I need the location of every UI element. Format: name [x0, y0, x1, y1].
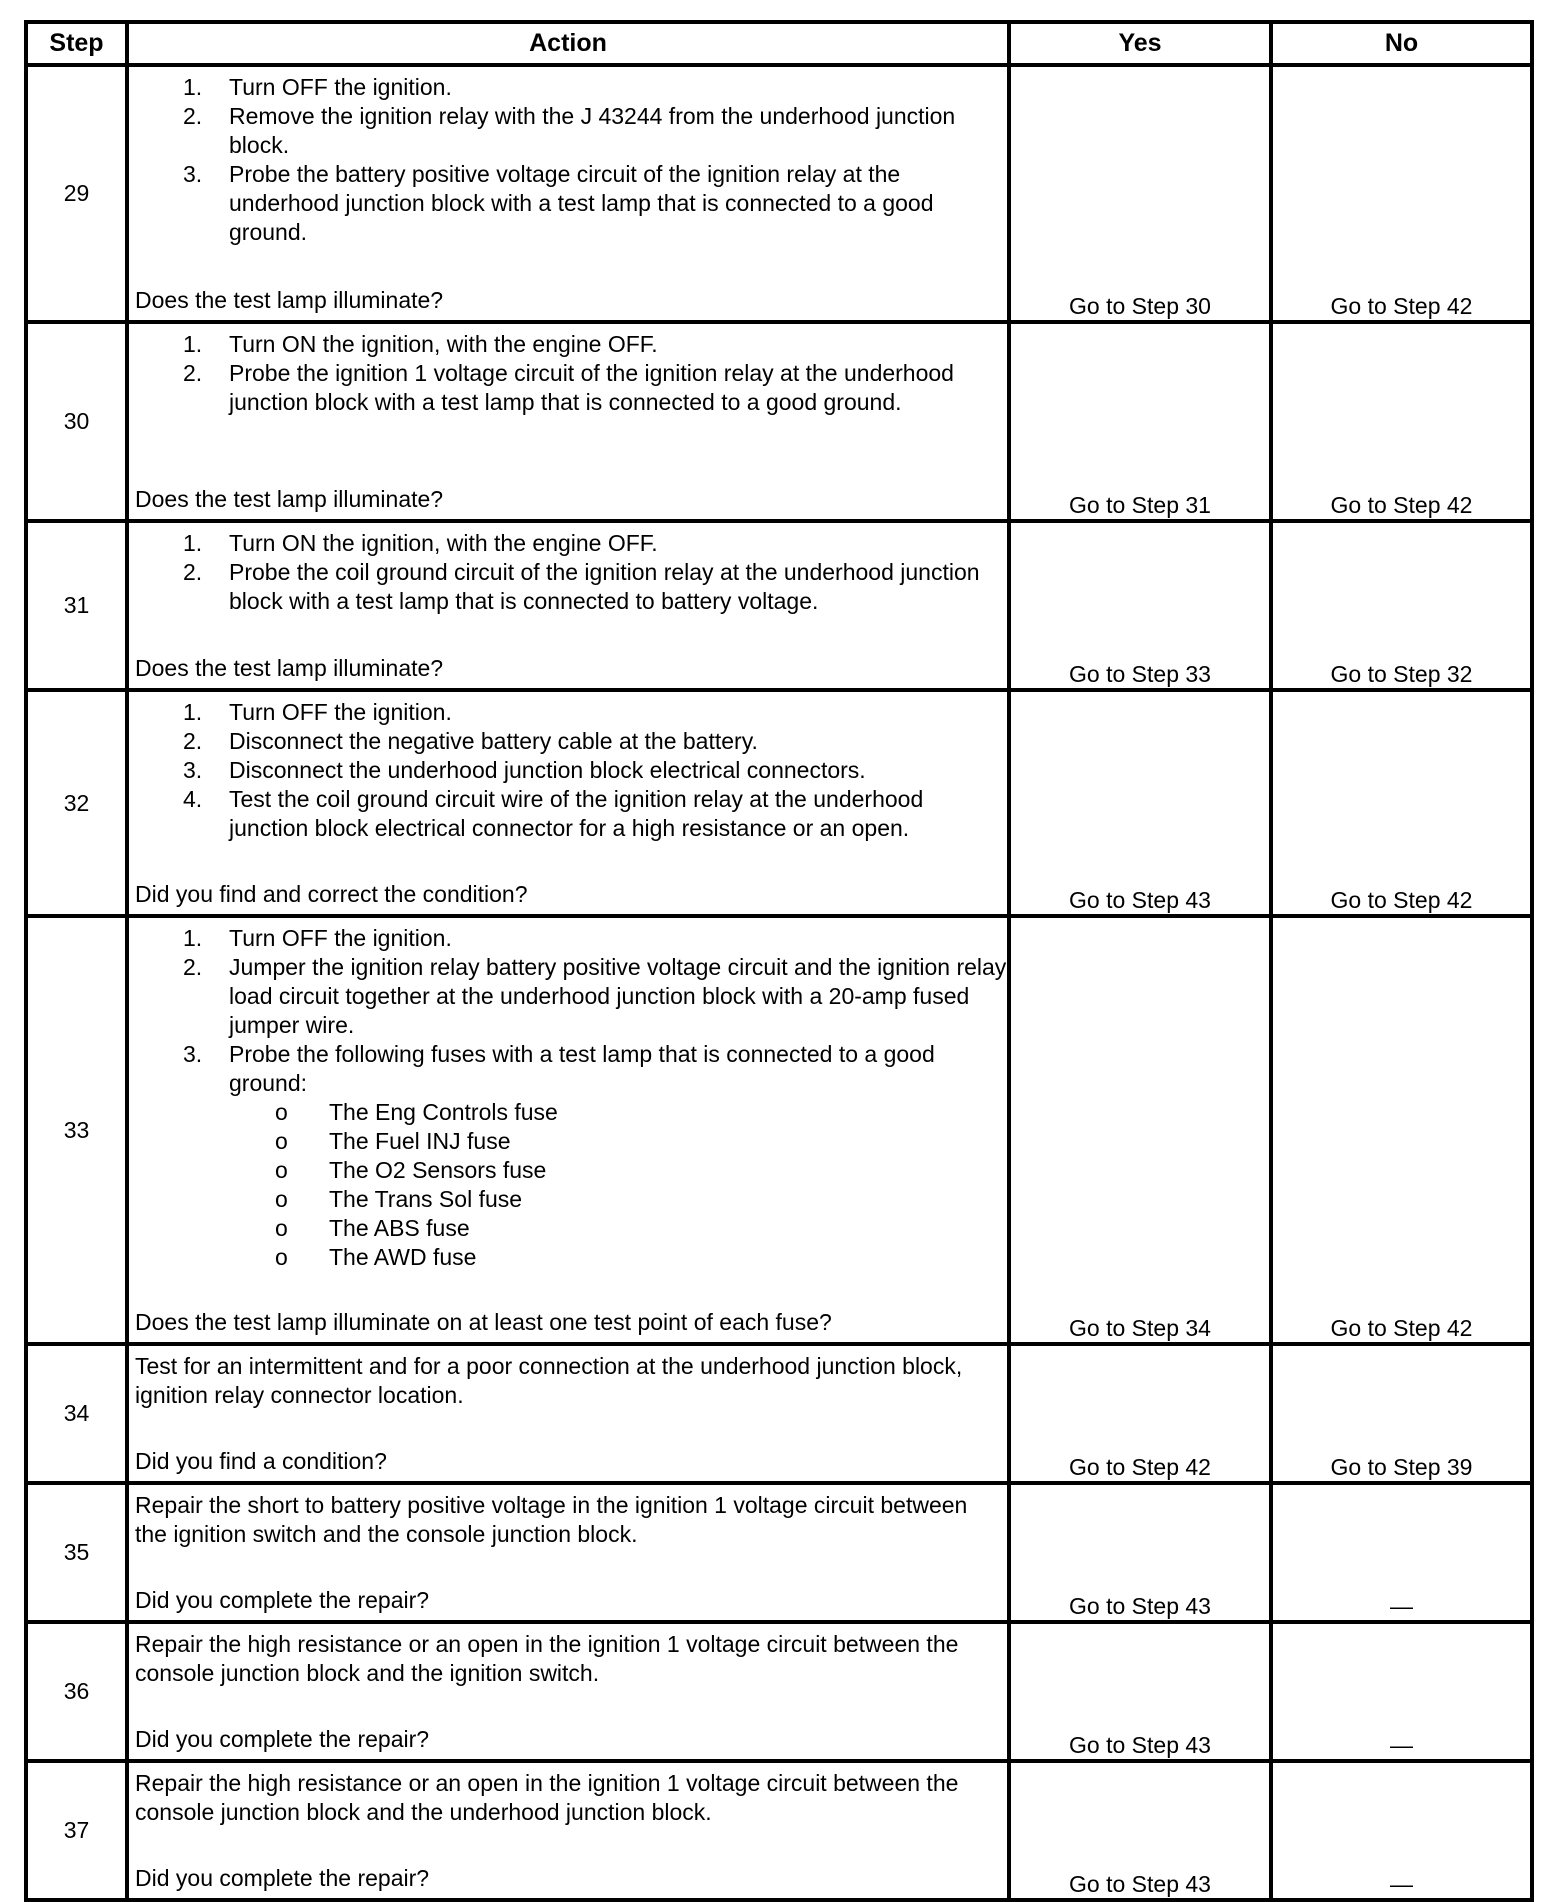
action-cell	[127, 322, 1009, 521]
question-text: Did you complete the repair?	[135, 1726, 430, 1752]
no-cell: —	[1271, 1483, 1532, 1622]
list-item: 1. Turn OFF the ignition.	[183, 925, 452, 951]
yes-cell: Go to Step 34	[1009, 916, 1271, 1344]
action-text: Repair the short to battery positive voltage in the ignition 1 voltage circuit between the ignition switch and the console junction block.	[135, 1492, 968, 1547]
action-cell	[127, 1344, 1009, 1483]
no-cell: Go to Step 39	[1271, 1344, 1532, 1483]
step-number: 30	[26, 322, 127, 521]
bullet-icon: o	[275, 1099, 288, 1125]
list-item: o The ABS fuse	[275, 1215, 470, 1241]
list-item: 3. Probe the following fuses with a test lamp that is connected to a good ground: o The Eng Controls fuse o The Fuel INJ fuse o The O2 Sensors fuse o The Trans Sol fuse o The ABS fuse o The AWD fuse	[129, 1040, 1007, 1272]
step-number: 36	[26, 1622, 127, 1761]
list-item: 2. Probe the ignition 1 voltage circuit of the ignition relay at the underhood junction block with a test lamp that is connected to a good ground.	[183, 360, 954, 415]
diagnostic-table	[24, 20, 1534, 1902]
no-cell: Go to Step 42	[1271, 322, 1532, 521]
yes-cell: Go to Step 42	[1009, 1344, 1271, 1483]
table-row	[26, 1483, 1532, 1622]
list-item: o The Trans Sol fuse	[275, 1186, 523, 1212]
no-cell: Go to Step 42	[1271, 916, 1532, 1344]
bullet-icon: o	[275, 1157, 288, 1183]
fuse-list	[229, 1098, 1007, 1272]
yes-cell: Go to Step 30	[1009, 65, 1271, 322]
no-cell: Go to Step 32	[1271, 521, 1532, 690]
list-item: 2. Jumper the ignition relay battery positive voltage circuit and the ignition relay load circuit together at the underhood junction block with a 20-amp fused jumper wire.	[183, 954, 1007, 1038]
action-cell	[127, 1483, 1009, 1622]
no-cell: —	[1271, 1761, 1532, 1900]
step-list	[129, 918, 1007, 1272]
table-row	[26, 1344, 1532, 1483]
list-item: o The AWD fuse	[275, 1244, 477, 1270]
step-number: 35	[26, 1483, 127, 1622]
step-number: 33	[26, 916, 127, 1344]
list-number: 2.	[183, 728, 203, 754]
header-no: No	[1271, 22, 1532, 65]
step-number: 37	[26, 1761, 127, 1900]
header-action: Action	[127, 22, 1009, 65]
list-item: 1. Turn ON the ignition, with the engine OFF.	[183, 530, 658, 556]
action-cell	[127, 1622, 1009, 1761]
yes-cell: Go to Step 43	[1009, 1483, 1271, 1622]
header-yes: Yes	[1009, 22, 1271, 65]
list-number: 1.	[183, 925, 203, 951]
step-list	[129, 523, 1007, 616]
list-item: o The Eng Controls fuse	[275, 1099, 558, 1125]
list-item: 3. Probe the battery positive voltage circuit of the ignition relay at the underhood junction block with a test lamp that is connected to a good ground.	[183, 161, 934, 245]
action-text: Repair the high resistance or an open in the ignition 1 voltage circuit between the console junction block and the ignition switch.	[135, 1631, 959, 1686]
question-text: Did you complete the repair?	[135, 1865, 430, 1891]
question-text: Does the test lamp illuminate?	[135, 655, 444, 681]
list-item: 1. Turn OFF the ignition.	[183, 699, 452, 725]
table-row	[26, 521, 1532, 690]
yes-cell: Go to Step 43	[1009, 690, 1271, 916]
action-cell	[127, 1761, 1009, 1900]
no-cell: —	[1271, 1622, 1532, 1761]
question-text: Did you find a condition?	[135, 1448, 387, 1474]
no-cell: Go to Step 42	[1271, 690, 1532, 916]
step-list	[129, 324, 1007, 417]
list-item: 3. Disconnect the underhood junction block electrical connectors.	[183, 757, 866, 783]
question-text: Did you find and correct the condition?	[135, 881, 528, 907]
table-row	[26, 322, 1532, 521]
list-number: 1.	[183, 331, 203, 357]
yes-cell: Go to Step 43	[1009, 1622, 1271, 1761]
action-text: Repair the high resistance or an open in the ignition 1 voltage circuit between the console junction block and the underhood junction block.	[135, 1770, 959, 1825]
question-text: Does the test lamp illuminate on at least one test point of each fuse?	[135, 1309, 832, 1335]
step-list	[129, 67, 1007, 247]
bullet-icon: o	[275, 1244, 288, 1270]
list-number: 1.	[183, 530, 203, 556]
list-number: 1.	[183, 74, 203, 100]
yes-cell: Go to Step 43	[1009, 1761, 1271, 1900]
no-cell: Go to Step 42	[1271, 65, 1532, 322]
list-number: 2.	[183, 360, 203, 386]
header-row	[26, 22, 1532, 65]
bullet-icon: o	[275, 1215, 288, 1241]
list-item: 4. Test the coil ground circuit wire of the ignition relay at the underhood junction block electrical connector for a high resistance or an open.	[183, 786, 924, 841]
list-number: 3.	[183, 161, 203, 187]
list-item: 1. Turn ON the ignition, with the engine OFF.	[183, 331, 658, 357]
action-cell	[127, 521, 1009, 690]
bullet-icon: o	[275, 1128, 288, 1154]
step-number: 34	[26, 1344, 127, 1483]
step-list	[129, 692, 1007, 843]
list-item: o The O2 Sensors fuse	[275, 1157, 547, 1183]
table-row	[26, 65, 1532, 322]
list-item: 1. Turn OFF the ignition.	[183, 74, 452, 100]
header-step: Step	[26, 22, 127, 65]
bullet-icon: o	[275, 1186, 288, 1212]
list-item: 2. Remove the ignition relay with the J 43244 from the underhood junction block.	[183, 103, 956, 158]
yes-cell: Go to Step 31	[1009, 322, 1271, 521]
table-row	[26, 1761, 1532, 1900]
list-item: 2. Disconnect the negative battery cable at the battery.	[183, 728, 758, 754]
list-number: 2.	[183, 559, 203, 585]
question-text: Does the test lamp illuminate?	[135, 287, 444, 313]
list-item: 2. Probe the coil ground circuit of the ignition relay at the underhood junction block with a test lamp that is connected to battery voltage.	[183, 559, 980, 614]
list-number: 4.	[183, 786, 203, 812]
action-text: Test for an intermittent and for a poor connection at the underhood junction block, ignition relay connector location.	[135, 1353, 963, 1408]
list-number: 2.	[183, 954, 203, 980]
list-number: 2.	[183, 103, 203, 129]
list-number: 1.	[183, 699, 203, 725]
step-number: 32	[26, 690, 127, 916]
action-cell	[127, 65, 1009, 322]
list-number: 3.	[183, 1041, 203, 1067]
action-cell	[127, 916, 1009, 1344]
question-text: Does the test lamp illuminate?	[135, 486, 444, 512]
step-number: 31	[26, 521, 127, 690]
list-number: 3.	[183, 757, 203, 783]
question-text: Did you complete the repair?	[135, 1587, 430, 1613]
table-row	[26, 1622, 1532, 1761]
table-row	[26, 690, 1532, 916]
list-item: o The Fuel INJ fuse	[275, 1128, 511, 1154]
action-cell	[127, 690, 1009, 916]
step-number: 29	[26, 65, 127, 322]
yes-cell: Go to Step 33	[1009, 521, 1271, 690]
table-row	[26, 916, 1532, 1344]
